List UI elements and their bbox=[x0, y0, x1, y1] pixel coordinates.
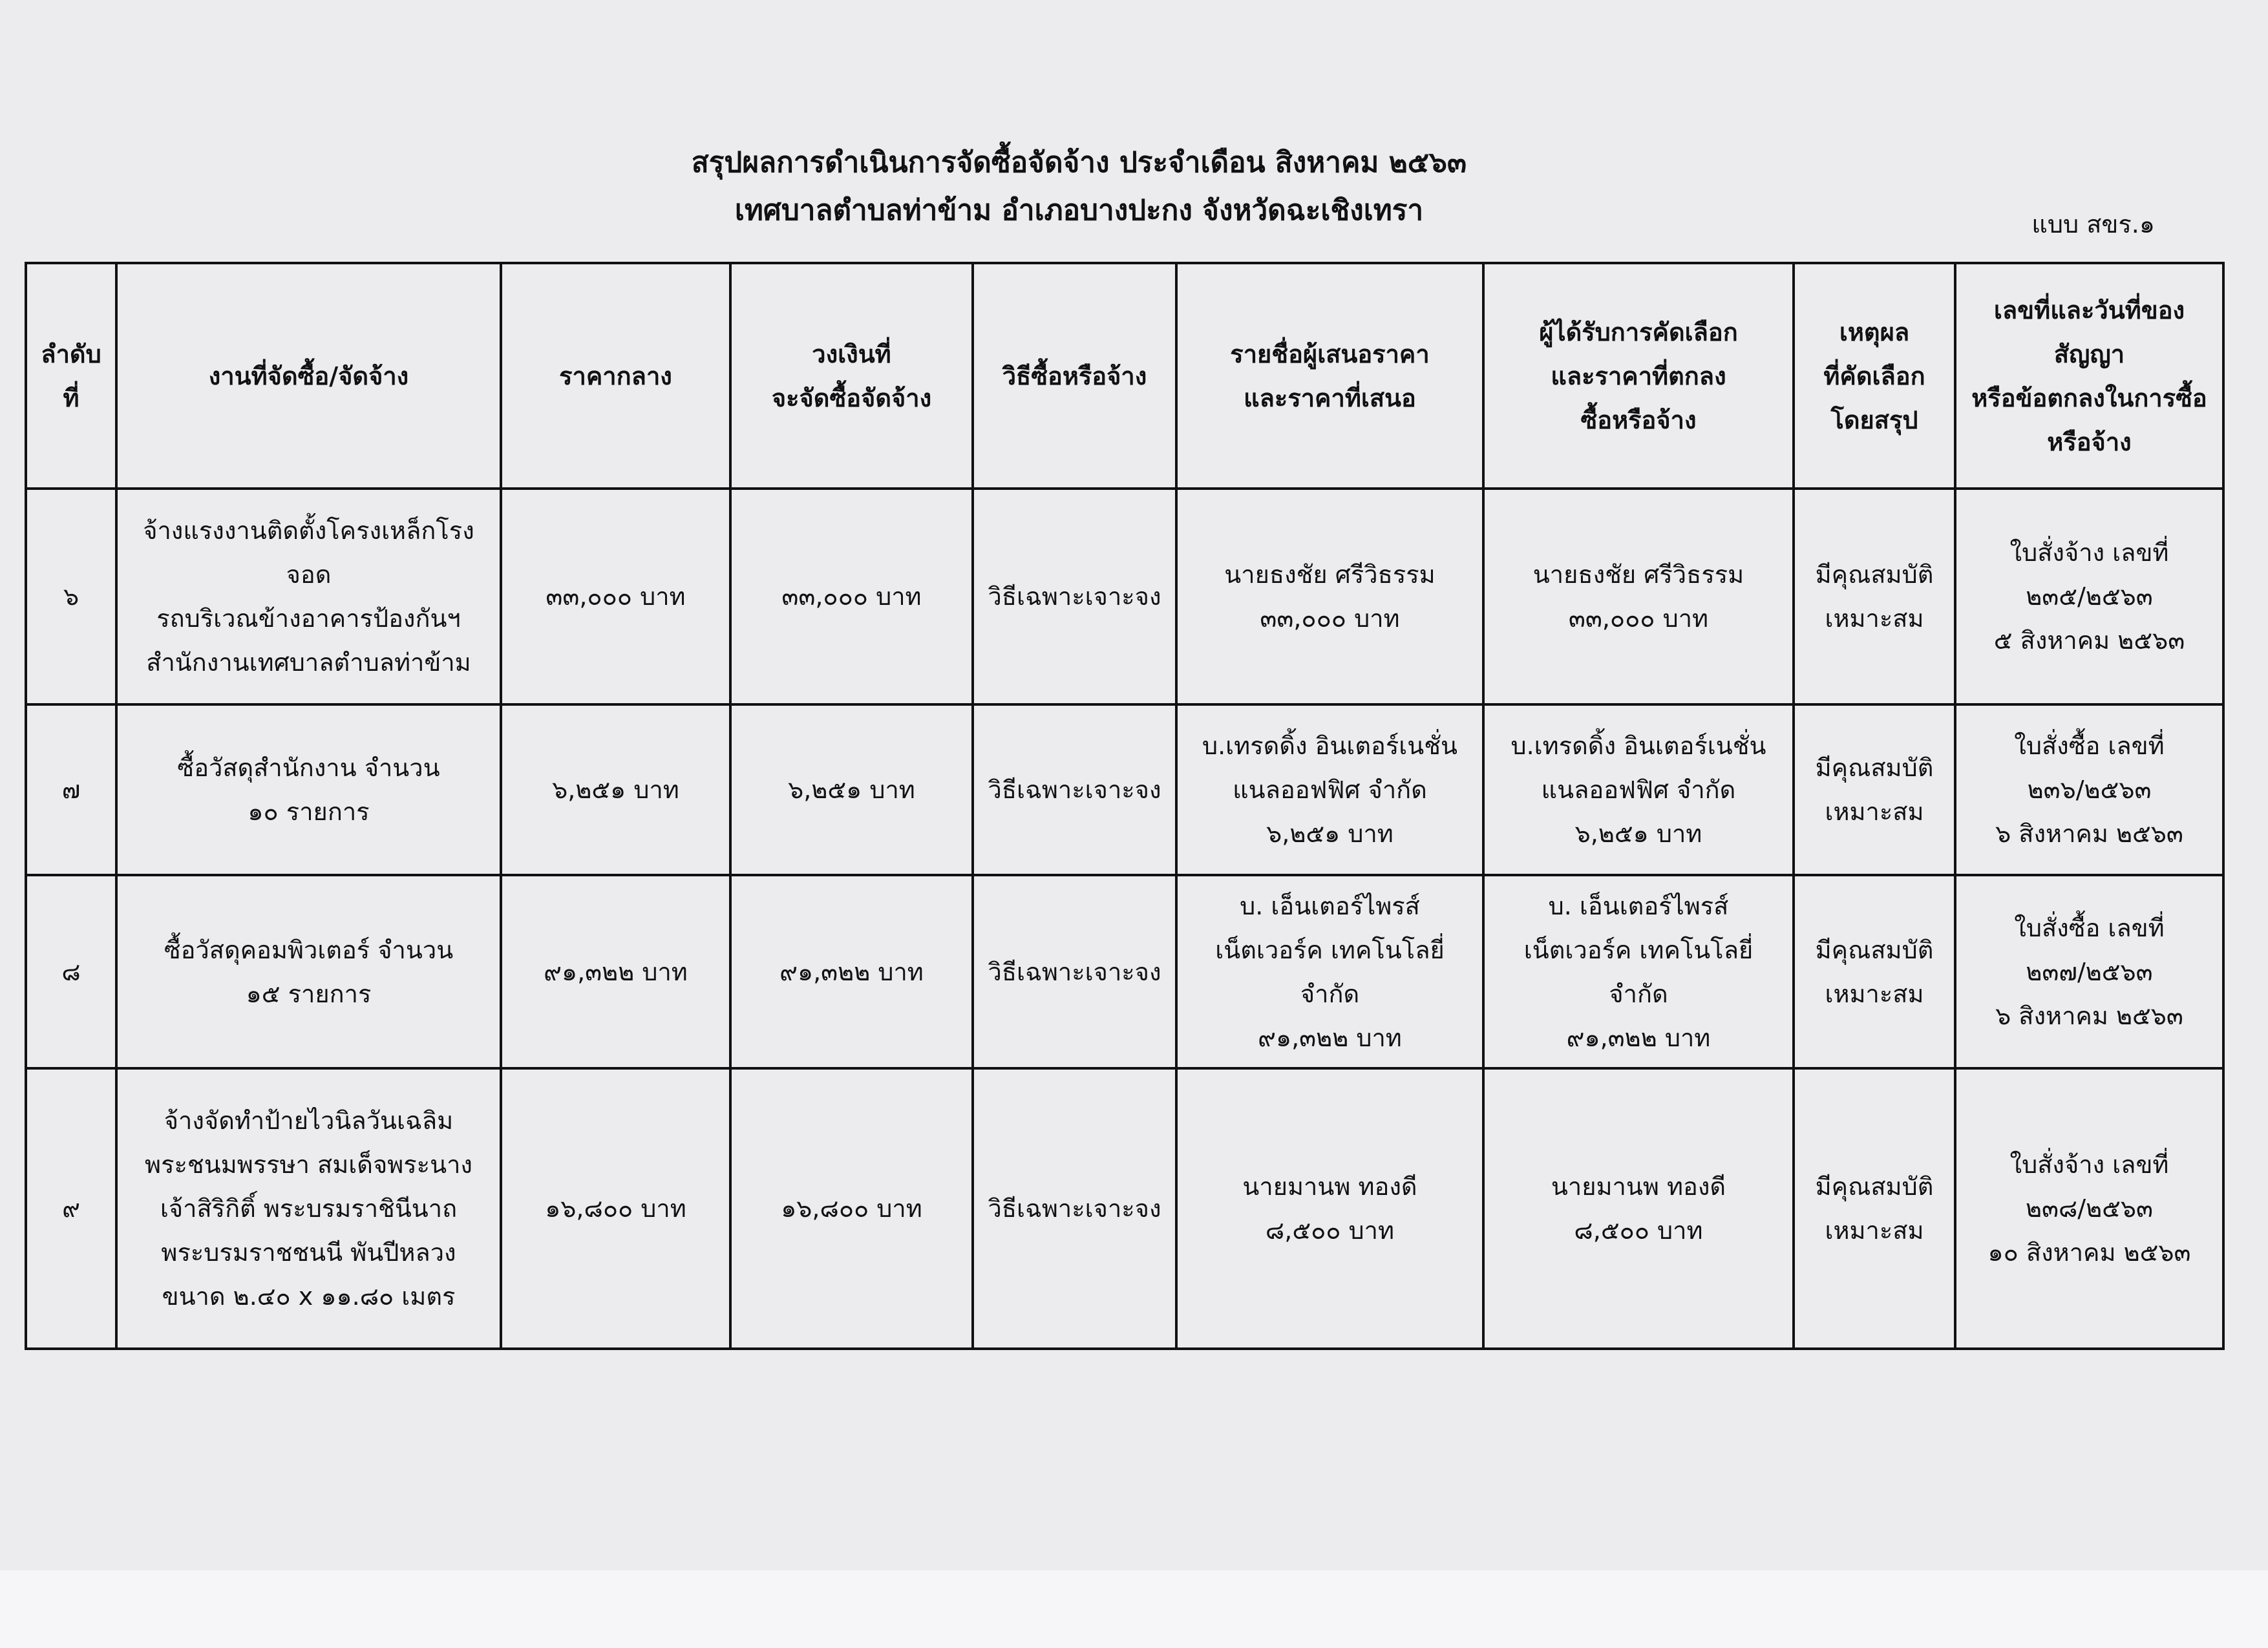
cell-bidders: นายมานพ ทองดี ๘,๕๐๐ บาท bbox=[1176, 1068, 1483, 1349]
cell-no: ๘ bbox=[26, 875, 116, 1068]
document-subtitle: เทศบาลตำบลท่าข้าม อำเภอบางปะกง จังหวัดฉะเชิงเทรา bbox=[734, 194, 1424, 227]
cell-no: ๗ bbox=[26, 704, 116, 875]
cell-median-price: ๓๓,๐๐๐ บาท bbox=[501, 489, 730, 704]
cell-contract: ใบสั่งจ้าง เลขที่ ๒๓๘/๒๕๖๓ ๑๐ สิงหาคม ๒๕๖๓ bbox=[1955, 1068, 2223, 1349]
table-header-row bbox=[26, 263, 2223, 489]
cell-method: วิธีเฉพาะเจาะจง bbox=[973, 704, 1176, 875]
document-title: สรุปผลการดำเนินการจัดซื้อจัดจ้าง ประจำเดือน สิงหาคม ๒๕๖๓ bbox=[691, 146, 1467, 179]
header-reason: เหตุผล ที่คัดเลือก โดยสรุป bbox=[1794, 263, 1955, 489]
form-code-label: แบบ สขร.๑ bbox=[2031, 210, 2155, 238]
cell-selected: บ. เอ็นเตอร์ไพรส์ เน็ตเวอร์ค เทคโนโลยี่ จำกัด ๙๑,๓๒๒ บาท bbox=[1483, 875, 1794, 1068]
cell-contract: ใบสั่งจ้าง เลขที่ ๒๓๕/๒๕๖๓ ๕ สิงหาคม ๒๕๖๓ bbox=[1955, 489, 2223, 704]
table-row bbox=[26, 875, 2223, 1068]
cell-item: ซื้อวัสดุคอมพิวเตอร์ จำนวน ๑๕ รายการ bbox=[116, 875, 501, 1068]
header-median-price: ราคากลาง bbox=[501, 263, 730, 489]
header-no: ลำดับที่ bbox=[26, 263, 116, 489]
cell-median-price: ๖,๒๕๑ บาท bbox=[501, 704, 730, 875]
cell-selected: บ.เทรดดิ้ง อินเตอร์เนชั่น แนลออฟฟิศ จำกัด ๖,๒๕๑ บาท bbox=[1483, 704, 1794, 875]
header-bidders: รายชื่อผู้เสนอราคา และราคาที่เสนอ bbox=[1176, 263, 1483, 489]
procurement-summary-table bbox=[25, 262, 2225, 1350]
cell-selected: นายมานพ ทองดี ๘,๕๐๐ บาท bbox=[1483, 1068, 1794, 1349]
cell-item: ซื้อวัสดุสำนักงาน จำนวน ๑๐ รายการ bbox=[116, 704, 501, 875]
header-item: งานที่จัดซื้อ/จัดจ้าง bbox=[116, 263, 501, 489]
header-selected: ผู้ได้รับการคัดเลือก และราคาที่ตกลง ซื้อหรือจ้าง bbox=[1483, 263, 1794, 489]
table-row bbox=[26, 1068, 2223, 1349]
cell-reason: มีคุณสมบัติ เหมาะสม bbox=[1794, 489, 1955, 704]
header-budget: วงเงินที่ จะจัดซื้อจัดจ้าง bbox=[730, 263, 973, 489]
header-method: วิธีซื้อหรือจ้าง bbox=[973, 263, 1176, 489]
cell-method: วิธีเฉพาะเจาะจง bbox=[973, 875, 1176, 1068]
cell-reason: มีคุณสมบัติ เหมาะสม bbox=[1794, 875, 1955, 1068]
cell-bidders: บ.เทรดดิ้ง อินเตอร์เนชั่น แนลออฟฟิศ จำกัด ๖,๒๕๑ บาท bbox=[1176, 704, 1483, 875]
cell-reason: มีคุณสมบัติ เหมาะสม bbox=[1794, 704, 1955, 875]
cell-method: วิธีเฉพาะเจาะจง bbox=[973, 489, 1176, 704]
cell-bidders: บ. เอ็นเตอร์ไพรส์ เน็ตเวอร์ค เทคโนโลยี่ จำกัด ๙๑,๓๒๒ บาท bbox=[1176, 875, 1483, 1068]
cell-median-price: ๑๖,๘๐๐ บาท bbox=[501, 1068, 730, 1349]
cell-no: ๖ bbox=[26, 489, 116, 704]
cell-bidders: นายธงชัย ศรีวิธรรม ๓๓,๐๐๐ บาท bbox=[1176, 489, 1483, 704]
cell-budget: ๓๓,๐๐๐ บาท bbox=[730, 489, 973, 704]
table-row bbox=[26, 489, 2223, 704]
cell-item: จ้างจัดทำป้ายไวนิลวันเฉลิม พระชนมพรรษา สมเด็จพระนาง เจ้าสิริกิติ์ พระบรมราชินีนาถ พระบรมราชชนนี พันปีหลวง ขนาด ๒.๔๐ x ๑๑.๘๐ เมตร bbox=[116, 1068, 501, 1349]
cell-item: จ้างแรงงานติดตั้งโครงเหล็กโรงจอด รถบริเวณข้างอาคารป้องกันฯ สำนักงานเทศบาลตำบลท่าข้าม bbox=[116, 489, 501, 704]
cell-method: วิธีเฉพาะเจาะจง bbox=[973, 1068, 1176, 1349]
cell-median-price: ๙๑,๓๒๒ บาท bbox=[501, 875, 730, 1068]
document-title-block bbox=[0, 139, 2268, 235]
cell-no: ๙ bbox=[26, 1068, 116, 1349]
cell-contract: ใบสั่งซื้อ เลขที่ ๒๓๗/๒๕๖๓ ๖ สิงหาคม ๒๕๖๓ bbox=[1955, 875, 2223, 1068]
cell-budget: ๖,๒๕๑ บาท bbox=[730, 704, 973, 875]
table-row bbox=[26, 704, 2223, 875]
cell-contract: ใบสั่งซื้อ เลขที่ ๒๓๖/๒๕๖๓ ๖ สิงหาคม ๒๕๖๓ bbox=[1955, 704, 2223, 875]
cell-budget: ๙๑,๓๒๒ บาท bbox=[730, 875, 973, 1068]
header-contract: เลขที่และวันที่ของ สัญญา หรือข้อตกลงในการซื้อ หรือจ้าง bbox=[1955, 263, 2223, 489]
cell-budget: ๑๖,๘๐๐ บาท bbox=[730, 1068, 973, 1349]
scan-bottom-margin bbox=[0, 1570, 2268, 1648]
cell-selected: นายธงชัย ศรีวิธรรม ๓๓,๐๐๐ บาท bbox=[1483, 489, 1794, 704]
cell-reason: มีคุณสมบัติ เหมาะสม bbox=[1794, 1068, 1955, 1349]
